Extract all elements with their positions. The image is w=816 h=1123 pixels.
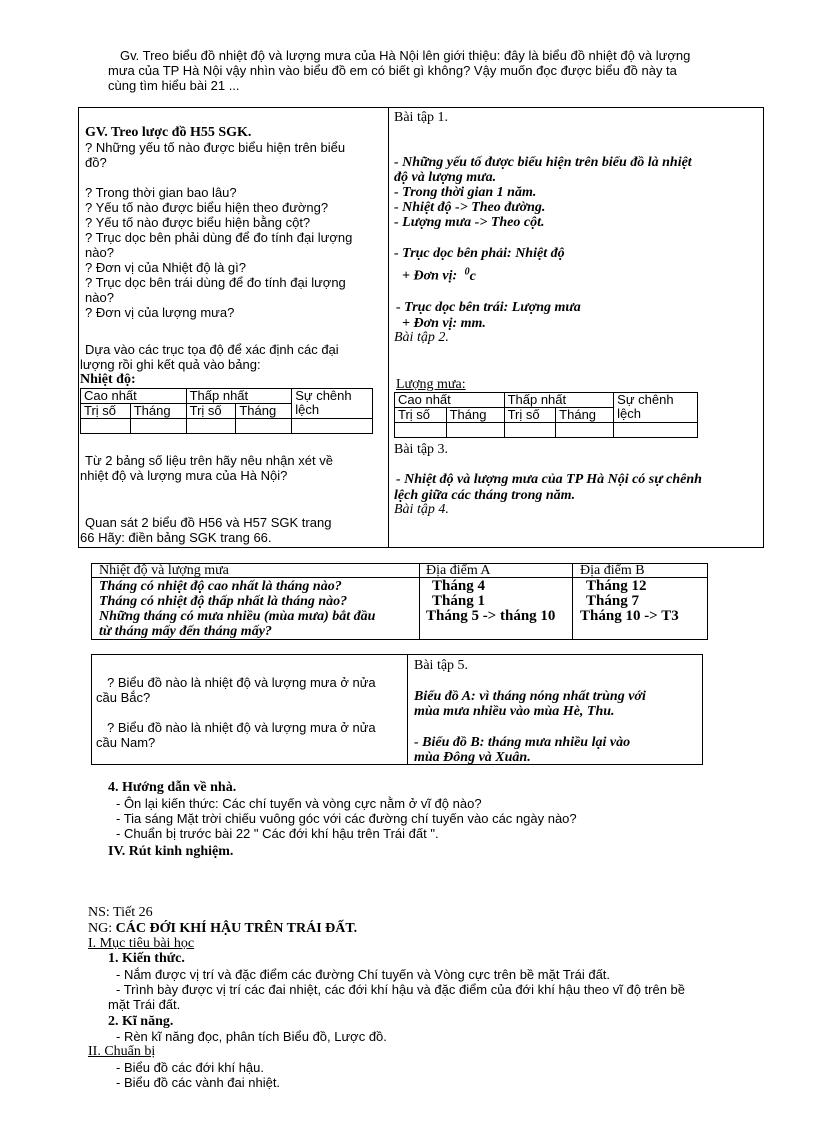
rain-label: Lượng mưa: xyxy=(396,377,466,392)
rain-cell xyxy=(395,423,447,438)
s3-q1-line-2: cầu Bắc? xyxy=(96,690,151,705)
rain-cell xyxy=(556,423,614,438)
temp-col-diff: Sự chênh lệch xyxy=(292,389,373,419)
temp-cell xyxy=(130,419,186,434)
bt2-title: Bài tập 2. xyxy=(394,330,449,345)
temp-value-header: Trị số xyxy=(186,404,236,419)
question-line: nào? xyxy=(85,245,114,260)
question-line: ? Đơn vị của lượng mưa? xyxy=(85,305,235,320)
temp-month-header: Tháng xyxy=(236,404,292,419)
gv-title: GV. Treo lược đồ H55 SGK. xyxy=(85,125,252,140)
table-row: Tháng có nhiệt độ cao nhất là tháng nào? xyxy=(99,579,342,594)
s3-q2-line-1: ? Biểu đồ nào là nhiệt độ và lượng mưa ở nửa xyxy=(107,720,376,735)
temp-cell xyxy=(81,419,131,434)
question-line: ? Trục dọc bên phải dùng để đo tính đại lượng xyxy=(85,230,353,245)
experience-title: IV. Rút kinh nghiệm. xyxy=(108,844,234,859)
question-line: ? Những yếu tố nào được biểu hiện trên biểu xyxy=(85,140,346,155)
rain-cell xyxy=(614,423,698,438)
table2-place-a: Tháng 4 Tháng 1 Tháng 5 -> tháng 10 xyxy=(426,578,556,624)
rain-col-max: Cao nhất xyxy=(395,393,505,408)
knowledge-item: - Trình bày được vị trí các đai nhiệt, các đới khí hậu và đặc điểm của đới khí hậu theo vĩ độ trên bề xyxy=(116,982,686,997)
table-row: Tháng có nhiệt độ thấp nhất là tháng nào? xyxy=(99,594,348,609)
bt1-answers: - Những yếu tố được biểu hiện trên biểu đồ là nhiệt độ và lượng mưa. - Trong thời gian 1 năm. - Nhiệt độ -> Theo đường. - Lượng mưa -> Theo cột. xyxy=(394,155,692,230)
intro-line-2: mưa của TP Hà Nội vậy nhìn vào biểu đồ em có biết gì không? Vậy muốn đọc được biểu đồ này ta xyxy=(108,63,677,78)
preparation-heading: II. Chuẩn bị xyxy=(88,1044,156,1059)
rain-month-header: Tháng xyxy=(556,408,614,423)
table2-header-2: Địa điểm A xyxy=(426,563,491,578)
question-line: đồ? xyxy=(85,155,107,170)
intro-line-1: Gv. Treo biểu đồ nhiệt độ và lượng mưa của Hà Nội lên giới thiệu: đây là biểu đồ nhiệt độ và lượng xyxy=(120,48,691,63)
question-line: ? Đơn vị của Nhiệt độ là gì? xyxy=(85,260,247,275)
question-line: ? Yếu tố nào được biểu hiện theo đường? xyxy=(85,200,329,215)
questions-list xyxy=(85,140,352,320)
temp-cell xyxy=(236,419,292,434)
table2-header-1: Nhiệt độ và lượng mưa xyxy=(99,563,229,578)
bt3-title: Bài tập 3. xyxy=(394,442,449,457)
rain-month-header: Tháng xyxy=(446,408,504,423)
rainfall-table xyxy=(394,392,698,438)
temp-col-min: Thấp nhất xyxy=(186,389,292,404)
knowledge-heading: 1. Kiến thức. xyxy=(108,951,185,966)
table2-header-3: Địa điểm B xyxy=(580,563,645,578)
observe-1: Quan sát 2 biểu đồ H56 và H57 SGK trang xyxy=(85,515,332,530)
table2-place-b: Tháng 12 Tháng 7 Tháng 10 -> T3 xyxy=(580,578,679,624)
temp-month-header: Tháng xyxy=(130,404,186,419)
instruction-line-2: lượng rồi ghi kết quả vào bảng: xyxy=(80,357,261,372)
rain-value-header: Trị số xyxy=(395,408,447,423)
left-axis-answer: - Trục dọc bên trái: Lượng mưa xyxy=(396,300,581,315)
rain-col-min: Thấp nhất xyxy=(504,393,614,408)
s3-q2-line-2: cầu Nam? xyxy=(96,735,156,750)
question-line: ? Trong thời gian bao lâu? xyxy=(85,185,237,200)
knowledge-item: - Nắm được vị trí và đặc điểm các đường Chí tuyến và Vòng cực trên bề mặt Trái đất. xyxy=(116,967,611,982)
degree-superscript: 0 xyxy=(464,266,470,277)
section3-divider xyxy=(407,654,408,765)
homework-item: - Tia sáng Mặt trời chiếu vuông góc với các đường chí tuyến vào các ngày nào? xyxy=(116,811,577,826)
rain-cell xyxy=(446,423,504,438)
knowledge-item: mặt Trái đất. xyxy=(108,997,181,1012)
question-line xyxy=(85,170,352,185)
rain-value-header: Trị số xyxy=(504,408,556,423)
temp-col-max: Cao nhất xyxy=(81,389,187,404)
bt5-title: Bài tập 5. xyxy=(414,658,469,673)
temp-value-header: Trị số xyxy=(81,404,131,419)
homework-title: 4. Hướng dẫn về nhà. xyxy=(108,780,237,795)
right-axis-answer: - Trục dọc bên phải: Nhiệt độ xyxy=(394,246,565,261)
bt5-a-2: mùa mưa nhiều vào mùa Hè, Thu. xyxy=(414,704,615,719)
temp-cell xyxy=(292,419,373,434)
table-row: từ tháng mấy đến tháng mấy? xyxy=(99,624,272,639)
lesson-title: CÁC ĐỚI KHÍ HẬU TRÊN TRÁI ĐẤT. xyxy=(115,921,358,936)
rain-cell xyxy=(504,423,556,438)
temp-cell xyxy=(186,419,236,434)
question-line: nào? xyxy=(85,290,114,305)
bt3-answer-2: lệch giữa các tháng trong năm. xyxy=(394,488,576,503)
instruction-line-1: Dựa vào các trục tọa độ để xác định các đại xyxy=(85,342,339,357)
observe-2: 66 Hãy: điền bảng SGK trang 66. xyxy=(80,530,272,545)
compare-q-1: Từ 2 bảng số liệu trên hãy nêu nhận xét về xyxy=(85,453,333,468)
skills-heading: 2. Kĩ năng. xyxy=(108,1014,174,1029)
preparation-item: - Biểu đồ các đới khí hậu. xyxy=(116,1060,264,1075)
bt3-answer-1: - Nhiệt độ và lượng mưa của TP Hà Nội có sự chênh xyxy=(396,472,702,487)
objectives-heading: I. Mục tiêu bài học xyxy=(88,936,195,951)
comparison-table-col-divider xyxy=(419,563,420,640)
bt4-title: Bài tập 4. xyxy=(394,502,449,517)
bt5-a-1: Biểu đồ A: vì tháng nóng nhất trùng với xyxy=(414,689,646,704)
temperature-table xyxy=(80,388,373,434)
ns-line: NS: Tiết 26 xyxy=(88,905,153,920)
temp-label: Nhiệt độ: xyxy=(80,372,136,387)
table-row: Những tháng có mưa nhiều (mùa mưa) bắt đầu xyxy=(99,609,376,624)
homework-item: - Ôn lại kiến thức: Các chí tuyến và vòng cực nằm ở vĩ độ nào? xyxy=(116,796,482,811)
compare-q-2: nhiệt độ và lượng mưa của Hà Nội? xyxy=(80,468,288,483)
unit-celsius: + Đơn vị: $^0$c xyxy=(402,266,476,284)
preparation-item: - Biểu đồ các vành đai nhiệt. xyxy=(116,1075,281,1090)
bt5-b-2: mùa Đông và Xuân. xyxy=(414,750,531,765)
section1-divider xyxy=(388,107,389,548)
bt1-title: Bài tập 1. xyxy=(394,110,449,125)
comparison-table-col-divider xyxy=(572,563,573,640)
s3-q1-line-1: ? Biểu đồ nào là nhiệt độ và lượng mưa ở nửa xyxy=(107,675,376,690)
homework-item: - Chuẩn bị trước bài 22 " Các đới khí hậu trên Trái đất ". xyxy=(116,826,439,841)
rain-col-diff: Sự chênh lệch xyxy=(614,393,698,423)
intro-line-3: cùng tìm hiểu bài 21 ... xyxy=(108,78,240,93)
question-line: ? Yếu tố nào được biểu hiện bằng cột? xyxy=(85,215,311,230)
unit-mm: + Đơn vị: mm. xyxy=(402,316,486,331)
bt5-b-1: - Biểu đồ B: tháng mưa nhiều lại vào xyxy=(414,735,631,750)
ng-line: NG: CÁC ĐỚI KHÍ HẬU TRÊN TRÁI ĐẤT. xyxy=(88,921,358,936)
question-line: ? Trục dọc bên trái dùng để đo tính đại lượng xyxy=(85,275,346,290)
table2-questions xyxy=(99,579,375,639)
skills-item: - Rèn kĩ năng đọc, phân tích Biểu đồ, Lược đồ. xyxy=(116,1029,387,1044)
